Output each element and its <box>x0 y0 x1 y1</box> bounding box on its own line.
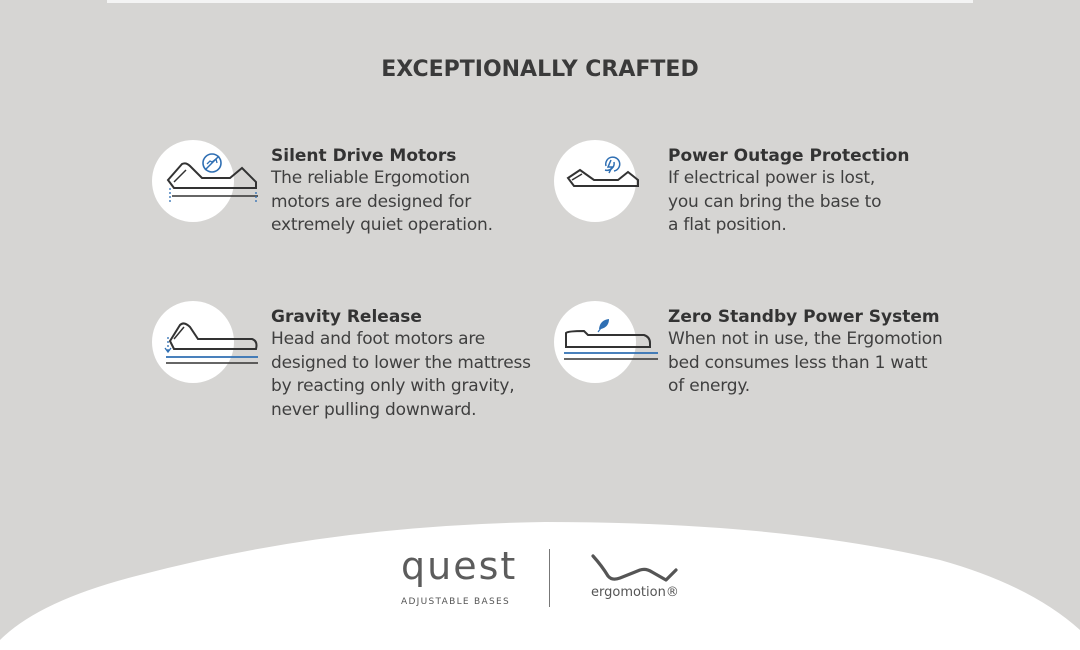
logo-divider <box>549 549 550 607</box>
feature-title: Silent Drive Motors <box>271 146 457 166</box>
feature-description: The reliable Ergomotion motors are designed for extremely quiet operation. <box>271 168 493 235</box>
quest-logo-subtitle: ADJUSTABLE BASES <box>401 597 510 607</box>
section-heading: EXCEPTIONALLY CRAFTED <box>381 57 699 82</box>
feature-title: Power Outage Protection <box>668 146 910 166</box>
feature-description: Head and foot motors are designed to lower the mattress by reacting only with gravity, never pulling downward. <box>271 329 531 420</box>
ergomotion-logo-mark <box>590 554 680 584</box>
ergomotion-logo: ergomotion® <box>591 585 679 600</box>
brand-logos <box>0 540 1080 650</box>
feature-description: When not in use, the Ergomotion bed consumes less than 1 watt of energy. <box>668 329 943 396</box>
feature-description: If electrical power is lost, you can bring the base to a flat position. <box>668 168 882 235</box>
quest-logo: quest <box>401 544 518 588</box>
feature-title: Gravity Release <box>271 307 422 327</box>
feature-title: Zero Standby Power System <box>668 307 940 327</box>
